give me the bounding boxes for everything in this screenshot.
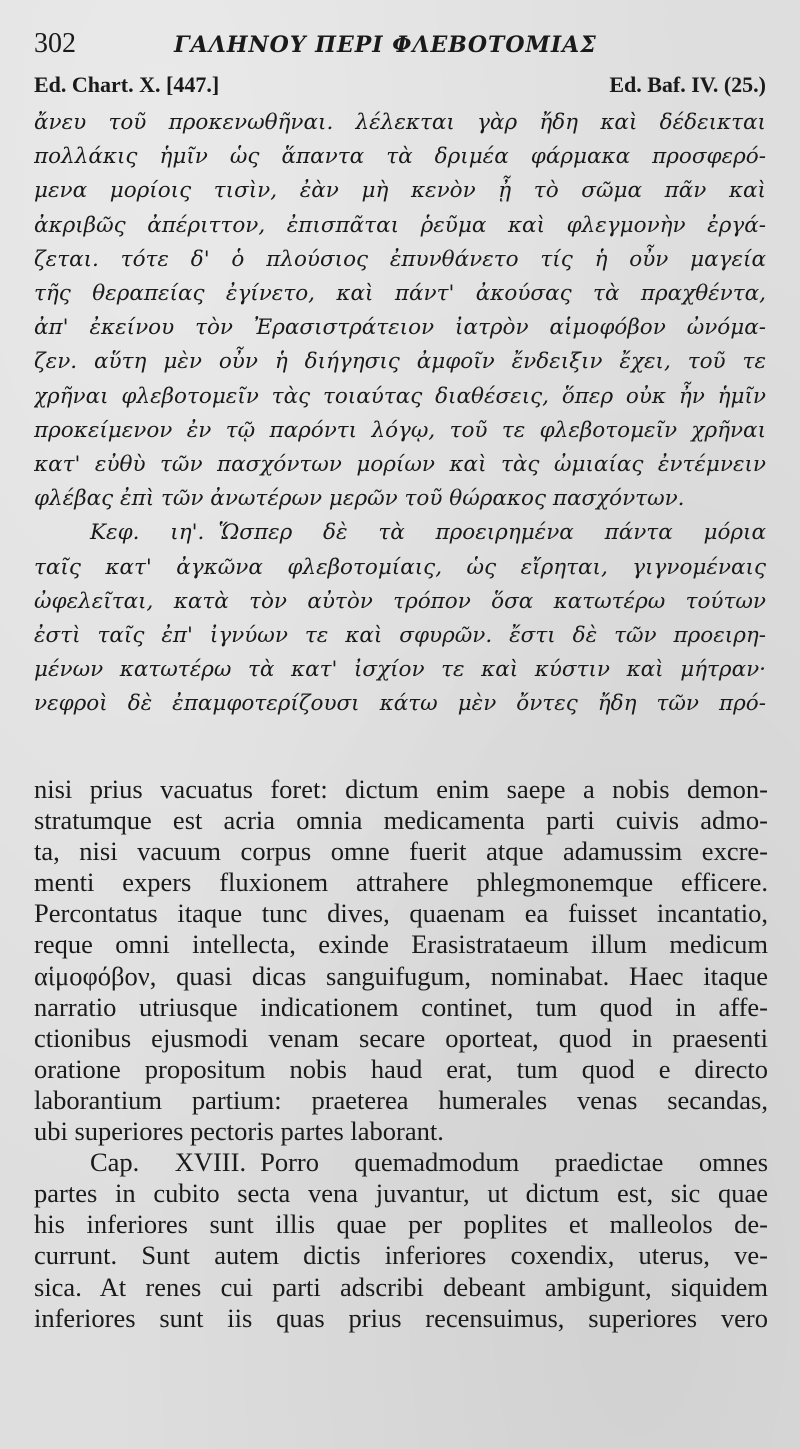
latin-line: laborantium partium: praeterea humerales venas secandas, <box>34 1084 768 1115</box>
latin-line: partes in cubito secta vena juvantur, ut dictum est, sic quae <box>34 1178 768 1209</box>
latin-line: his inferiores sunt illis quae per poplites et malleolos de- <box>34 1209 768 1240</box>
latin-text-block <box>34 774 768 1334</box>
greek-text-block <box>34 106 766 722</box>
page-header <box>34 28 766 72</box>
greek-line: τῆς θεραπείας ἐγίνετο, καὶ πάντ' ἀκούσας τὰ πραχθέντα, <box>34 281 766 307</box>
greek-line: ὠφελεῖται, κατὰ τὸν αὐτὸν τρόπον ὅσα κατωτέρω τούτων <box>34 588 766 614</box>
latin-line: reque omni intellecta, exinde Erasistrataeum illum medicum <box>34 929 768 960</box>
latin-line: nisi prius vacuatus foret: dictum enim saepe a nobis demon- <box>34 774 768 804</box>
latin-line: αἱμοφόβον, quasi dicas sanguifugum, nominabat. Haec itaque <box>34 960 768 991</box>
edition-reference-left: Ed. Chart. X. [447.] <box>34 72 220 97</box>
latin-chapter-label: Cap. XVIII. <box>90 1147 247 1178</box>
greek-line: ἀπ' ἐκείνου τὸν Ἐρασιστράτειον ἰατρὸν αἱμοφόβον ὠνόμα- <box>34 315 766 341</box>
latin-line: ubi superiores pectoris partes laborant. <box>34 1116 444 1147</box>
latin-line: stratumque est acria omnia medicamenta parti cuivis admo- <box>34 805 768 836</box>
latin-line: ctionibus ejusmodi venam secare oporteat, quod in praesenti <box>34 1022 768 1053</box>
page-number: 302 <box>34 28 76 59</box>
greek-line: ἀκριβῶς ἀπέριττον, ἐπισπᾶται ῥεῦμα καὶ φλεγμονὴν ἐργά- <box>34 212 766 238</box>
greek-chapter-label: Κεφ. ιη'. <box>90 520 205 546</box>
latin-chapter-line-text: Porro quemadmodum praedictae omnes <box>260 1147 768 1178</box>
greek-line: κατ' εὐθὺ τῶν πασχόντων μορίων καὶ τὰς ὠμιαίας ἐντέμνειν <box>34 452 766 478</box>
greek-line: ταῖς κατ' ἀγκῶνα φλεβοτομίαις, ὡς εἴρηται, γιγνομέναις <box>34 554 766 580</box>
greek-line: μένων κατωτέρω τὰ κατ' ἰσχίον τε καὶ κύστιν καὶ μήτραν· <box>34 657 766 683</box>
greek-chapter-line-text: Ὥσπερ δὲ τὰ προειρημένα πάντα μόρια <box>218 520 766 546</box>
latin-line: oratione propositum nobis haud erat, tum quod e directo <box>34 1053 768 1084</box>
latin-line: ta, nisi vacuum corpus omne fuerit atque adamussim excre- <box>34 836 768 867</box>
greek-line: ζεν. αὕτη μὲν οὖν ἡ διήγησις ἀμφοῖν ἔνδειξιν ἔχει, τοῦ τε <box>34 349 766 375</box>
greek-line: ἐστὶ ταῖς ἐπ' ἰγνύων τε καὶ σφυρῶν. ἔστι δὲ τῶν προειρη- <box>34 623 766 649</box>
running-title: ΓΑΛΗΝΟΥ ΠΕΡΙ ΦΛΕΒΟΤΟΜΙΑΣ <box>174 32 597 58</box>
greek-line: μενα μορίοις τισὶν, ἐὰν μὴ κενὸν ᾖ τὸ σῶμα πᾶν καὶ <box>34 178 766 204</box>
latin-line: sica. At renes cui parti adscribi debeant ambigunt, siquidem <box>34 1271 768 1302</box>
greek-line: νεφροὶ δὲ ἐπαμφοτερίζουσι κάτω μὲν ὄντες ἤδη τῶν πρό- <box>34 691 766 717</box>
latin-line: narratio utriusque indicationem continet, tum quod in affe- <box>34 991 768 1022</box>
greek-line: ζεται. τότε δ' ὁ πλούσιος ἐπυνθάνετο τίς ἡ οὖν μαγεία <box>34 246 766 272</box>
greek-line: χρῆναι φλεβοτομεῖν τὰς τοιαύτας διαθέσεις, ὅπερ οὐκ ἦν ἡμῖν <box>34 383 766 409</box>
latin-line: Percontatus itaque tunc dives, quaenam ea fuisset incantatio, <box>34 898 768 929</box>
greek-line: φλέβας ἐπὶ τῶν ἀνωτέρων μερῶν τοῦ θώρακος πασχόντων. <box>34 486 685 512</box>
greek-chapter-first-line <box>34 516 766 550</box>
greek-line: προκείμενον ἐν τῷ παρόντι λόγῳ, τοῦ τε φλεβοτομεῖν χρῆναι <box>34 417 766 443</box>
latin-line: menti expers fluxionem attrahere phlegmonemque efficere. <box>34 867 768 898</box>
edition-references <box>34 72 766 104</box>
edition-reference-right: Ed. Baf. IV. (25.) <box>609 72 766 97</box>
greek-line: πολλάκις ἡμῖν ὡς ἅπαντα τὰ δριμέα φάρμακα προσφερό- <box>34 144 766 170</box>
latin-line: currunt. Sunt autem dictis inferiores coxendix, uterus, ve- <box>34 1240 768 1271</box>
latin-line: inferiores sunt iis quas prius recensuimus, superiores vero <box>34 1302 768 1333</box>
latin-chapter-first-line <box>34 1147 768 1178</box>
greek-line: ἄνευ τοῦ προκενωθῆναι. λέλεκται γὰρ ἤδη καὶ δέδεικται <box>34 110 766 135</box>
